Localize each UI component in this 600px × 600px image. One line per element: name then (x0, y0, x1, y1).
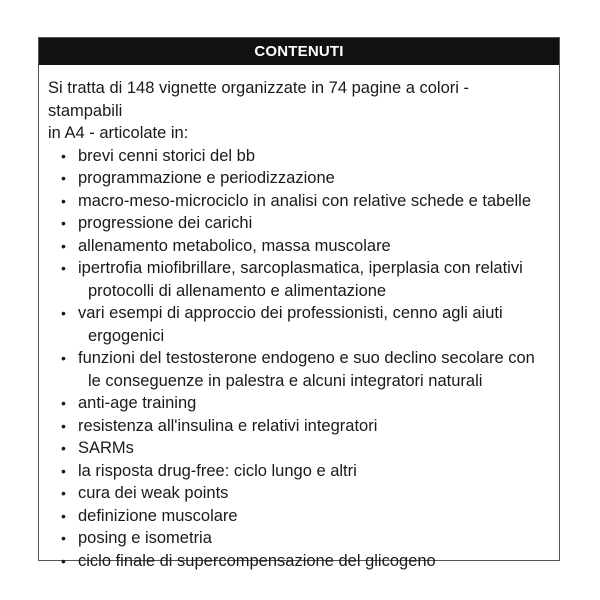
bullet-icon: • (61, 485, 66, 501)
bullet-icon: • (61, 305, 66, 321)
list-item (48, 415, 545, 438)
list-item-text: posing e isometria (78, 529, 212, 547)
list-item (48, 257, 545, 302)
list-item (48, 505, 545, 528)
list-item-continuation: le conseguenze in palestra e alcuni integratori naturali (88, 371, 483, 390)
bullet-icon: • (61, 147, 66, 164)
list-item (48, 527, 545, 550)
list-item-text: anti-age training (78, 394, 197, 412)
list-item (48, 190, 545, 213)
list-item (48, 145, 545, 168)
list-item-text: programmazione e periodizzazione (78, 169, 335, 187)
list-item-text: vari esempi di approccio dei professionisti, cenno agli aiuti (78, 304, 503, 322)
bullet-icon: • (61, 192, 66, 209)
intro-line-2: in A4 - articolate in: (48, 124, 189, 142)
list-item-text: brevi cenni storici del bb (78, 146, 256, 165)
list-item-continuation: protocolli di allenamento e alimentazione (88, 281, 387, 300)
list-item-text: ciclo finale di supercompensazione del glicogeno (78, 551, 436, 570)
bullet-icon: • (61, 260, 66, 276)
bullet-icon: • (61, 350, 66, 366)
list-item (48, 167, 545, 190)
list-item-text: funzioni del testosterone endogeno e suo declino secolare con (78, 349, 535, 367)
bullet-icon: • (61, 395, 66, 411)
list-item-text: cura dei weak points (78, 484, 229, 502)
contents-body (39, 65, 559, 572)
contents-box (38, 37, 560, 570)
contents-title: CONTENUTI (254, 43, 344, 60)
list-item-text: definizione muscolare (78, 506, 238, 525)
list-item-text: SARMs (78, 439, 134, 457)
list-item-text: resistenza all'insulina e relativi integratori (78, 416, 378, 435)
list-item (48, 347, 545, 392)
list-item (48, 392, 545, 415)
intro-paragraph (48, 77, 545, 145)
list-item (48, 482, 545, 505)
list-item (48, 235, 545, 258)
bullet-icon: • (61, 170, 66, 186)
bullet-icon: • (61, 507, 66, 524)
list-item (48, 550, 545, 573)
intro-line-1: Si tratta di 148 vignette organizzate in 74 pagine a colori - stampabili (48, 79, 470, 120)
list-item (48, 437, 545, 460)
list-item-text: ipertrofia miofibrillare, sarcoplasmatica, iperplasia con relativi (78, 259, 523, 277)
bullet-icon: • (61, 215, 66, 231)
bullet-icon: • (61, 237, 66, 254)
list-item (48, 302, 545, 347)
list-item-continuation: ergogenici (88, 326, 165, 345)
list-item (48, 212, 545, 235)
list-item-text: progressione dei carichi (78, 214, 253, 232)
bullet-icon: • (61, 440, 66, 456)
list-item (48, 460, 545, 483)
contents-list (48, 145, 545, 573)
bullet-icon: • (61, 530, 66, 546)
list-item-text: la risposta drug-free: ciclo lungo e altri (78, 461, 357, 480)
bullet-icon: • (61, 462, 66, 479)
list-item-text: allenamento metabolico, massa muscolare (78, 236, 391, 255)
list-item-text: macro-meso-microciclo in analisi con relative schede e tabelle (78, 191, 532, 210)
contents-header (39, 38, 559, 65)
bullet-icon: • (61, 417, 66, 434)
bullet-icon: • (61, 552, 66, 569)
